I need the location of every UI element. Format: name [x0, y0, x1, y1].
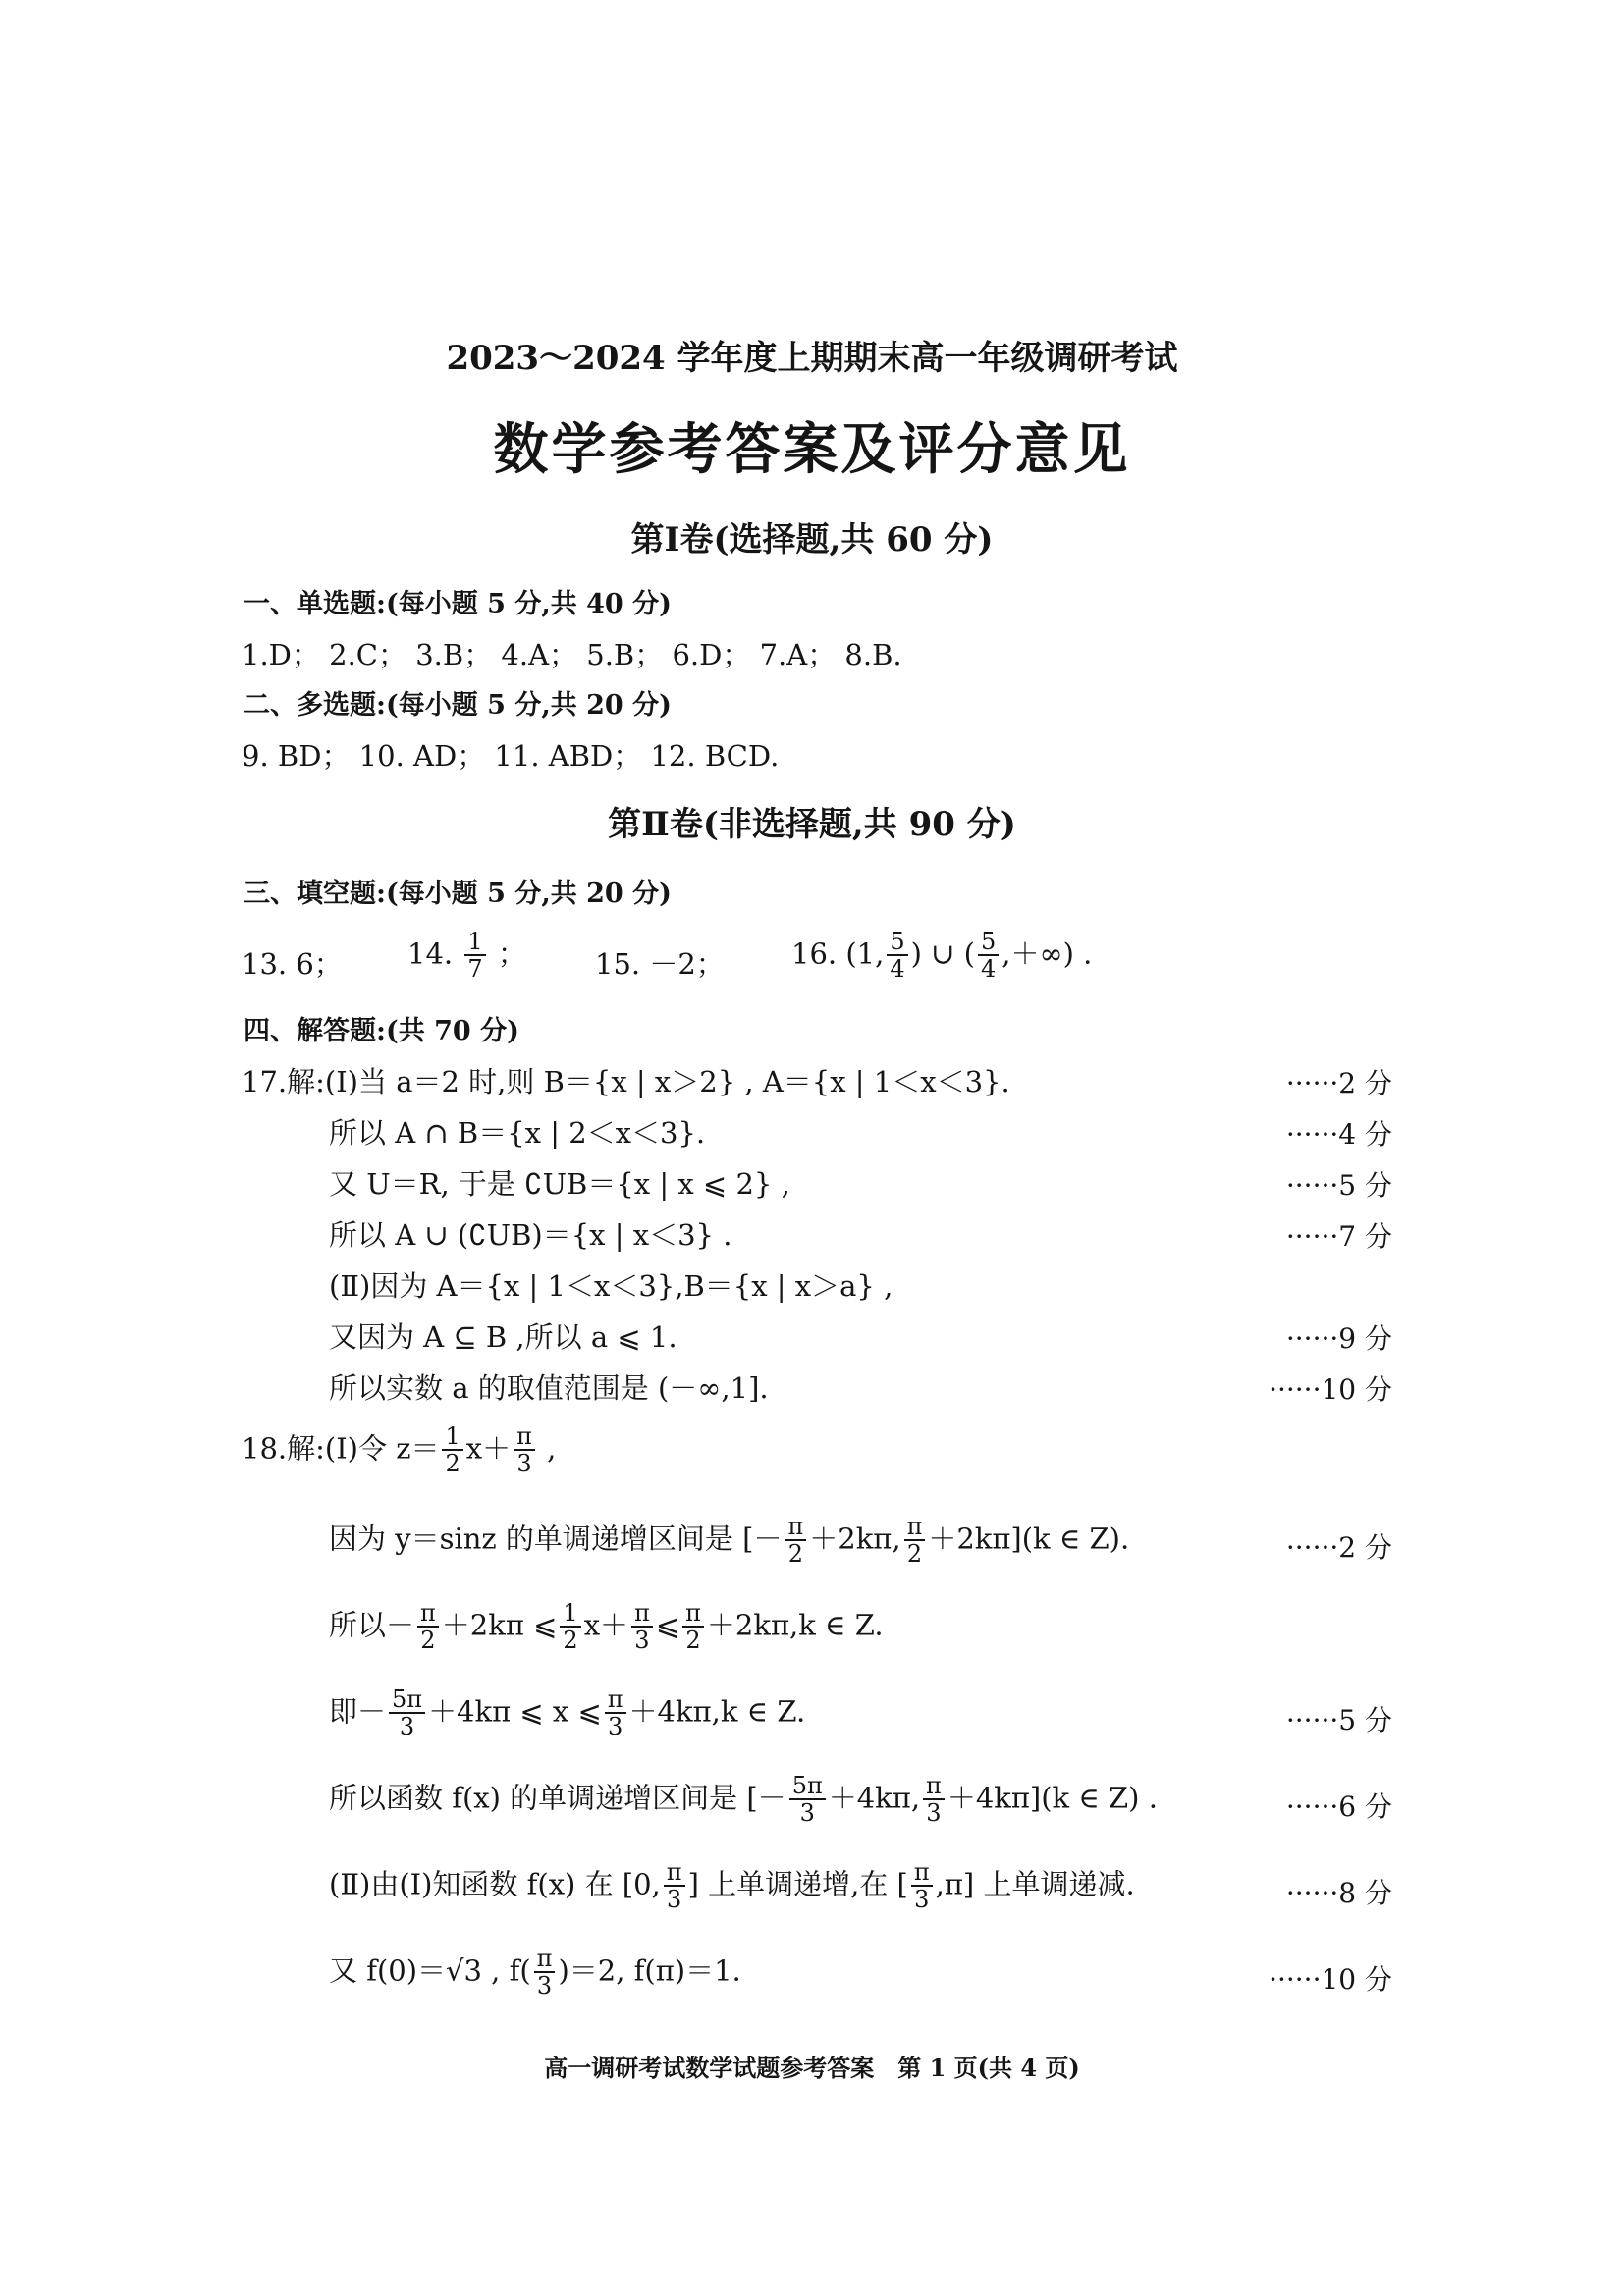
q18-score-6: ······8 分 — [1285, 1877, 1392, 1909]
fraction-denominator: 3 — [664, 1885, 685, 1912]
q18-line-5 — [329, 1773, 1158, 1827]
fraction-numerator: π — [516, 1422, 532, 1450]
fraction — [911, 1859, 933, 1913]
q17-line-2: 所以 A ∩ B＝{x | 2＜x＜3}. — [329, 1116, 706, 1149]
fraction-numerator: π — [906, 1513, 923, 1540]
fraction — [417, 1600, 439, 1654]
fraction — [560, 1600, 580, 1654]
section1-answers: 1.D； 2.C； 3.B； 4.A； 5.B； 6.D； 7.A； 8.B. — [242, 638, 902, 671]
section4-title: 四、解答题:(共 70 分) — [244, 1016, 519, 1046]
q18-l3-d: ⩽ — [655, 1608, 680, 1642]
q17-line-1: 17.解:(Ⅰ)当 a＝2 时,则 B＝{x | x＞2} , A＝{x | 1＜x＜3}. — [242, 1065, 1010, 1098]
document-title: 数学参考答案及评分意见 — [493, 417, 1131, 482]
fraction — [887, 929, 907, 983]
fraction-denominator: 3 — [389, 1712, 425, 1739]
fraction-denominator: 2 — [904, 1539, 926, 1567]
q18-l1-suffix: , — [537, 1431, 557, 1466]
fraction-numerator: π — [607, 1685, 623, 1713]
section1-title: 一、单选题:(每小题 5 分,共 40 分) — [244, 589, 672, 619]
fill-answer-16 — [791, 929, 1092, 983]
q17-score-4: ······7 分 — [1285, 1220, 1392, 1253]
fraction-denominator: 3 — [789, 1798, 826, 1826]
fraction — [442, 1423, 462, 1477]
page-footer: 高一调研考试数学试题参考答案 第 1 页(共 4 页) — [544, 2054, 1080, 2082]
fraction-numerator: π — [787, 1513, 804, 1540]
fraction-numerator: π — [420, 1599, 436, 1627]
q18-line-4 — [329, 1686, 805, 1740]
fraction-numerator: 1 — [563, 1599, 578, 1627]
q18-line-7 — [329, 1946, 741, 2000]
fraction-denominator: 2 — [682, 1626, 704, 1653]
fraction — [534, 1946, 556, 2000]
fraction-denominator: 3 — [631, 1626, 653, 1653]
q18-score-2: ······2 分 — [1285, 1531, 1392, 1564]
fraction-numerator: π — [536, 1945, 553, 1972]
q18-line-3 — [329, 1600, 884, 1654]
q17-line-7: 所以实数 a 的取值范围是 (－∞,1]. — [329, 1371, 769, 1405]
q17-score-7: ······10 分 — [1269, 1373, 1392, 1406]
fraction-denominator: 4 — [887, 954, 907, 982]
fraction-numerator: 5 — [890, 928, 905, 955]
fill-16-mid: ) ∪ ( — [910, 936, 975, 971]
fraction — [389, 1686, 425, 1740]
fill-16-prefix: 16. (1, — [791, 936, 885, 971]
fraction-denominator: 3 — [911, 1885, 933, 1912]
fraction-denominator: 7 — [464, 954, 485, 982]
fraction-numerator: π — [926, 1772, 942, 1799]
q17-line-5: (Ⅱ)因为 A＝{x | 1＜x＜3},B＝{x | x＞a} , — [329, 1269, 893, 1303]
q18-l6-b: ] 上单调递增,在 [ — [687, 1867, 908, 1901]
q18-l4-a: 即－ — [329, 1694, 387, 1729]
fraction — [631, 1600, 653, 1654]
fraction — [664, 1859, 685, 1913]
fill-answer-15: 15. －2； — [595, 947, 725, 981]
fraction-denominator: 2 — [560, 1626, 580, 1653]
q17-score-1: ······2 分 — [1285, 1067, 1392, 1099]
q18-l3-c: x＋ — [583, 1608, 629, 1642]
section3-title: 三、填空题:(每小题 5 分,共 20 分) — [244, 879, 672, 909]
q18-score-4: ······5 分 — [1285, 1704, 1392, 1736]
fraction — [785, 1514, 806, 1568]
fraction — [464, 929, 485, 983]
fraction-denominator: 3 — [923, 1798, 945, 1826]
q18-score-5: ······6 分 — [1285, 1790, 1392, 1823]
section2-title: 二、多选题:(每小题 5 分,共 20 分) — [244, 690, 672, 721]
q17-line-4: 所以 A ∪ (∁UB)＝{x | x＜3} . — [329, 1218, 732, 1252]
q17-line-3: 又 U＝R, 于是 ∁UB＝{x | x ⩽ 2} , — [329, 1167, 790, 1201]
q18-line-2 — [329, 1514, 1129, 1568]
fraction-numerator: π — [685, 1599, 701, 1627]
q17-line-6: 又因为 A ⊆ B ,所以 a ⩽ 1. — [329, 1320, 677, 1354]
fraction — [682, 1600, 704, 1654]
fraction — [605, 1686, 626, 1740]
fraction-denominator: 2 — [417, 1626, 439, 1653]
fraction-numerator: π — [666, 1858, 682, 1886]
fill-16-suffix: ,＋∞) . — [1001, 936, 1093, 971]
fraction — [514, 1423, 535, 1477]
fill-answer-14 — [407, 929, 526, 983]
q18-l7-a: 又 f(0)＝√3 , f( — [329, 1953, 531, 1988]
fraction-denominator: 2 — [442, 1449, 462, 1476]
fill-14-suffix: ； — [497, 936, 526, 971]
fraction-numerator: 5 — [980, 928, 997, 955]
part2-title: 第Ⅱ卷(非选择题,共 90 分) — [608, 805, 1016, 844]
q18-l3-b: ＋2kπ ⩽ — [441, 1608, 558, 1642]
fraction-numerator: 5π — [791, 1772, 823, 1799]
q18-l6-c: ,π] 上单调递减. — [935, 1867, 1135, 1901]
fraction-denominator: 3 — [534, 1971, 556, 1999]
q18-l2-a: 因为 y＝sinz 的单调递增区间是 [－ — [329, 1522, 783, 1556]
part1-title: 第Ⅰ卷(选择题,共 60 分) — [630, 520, 994, 560]
q18-l4-b: ＋4kπ ⩽ x ⩽ — [428, 1694, 602, 1729]
q18-line-1 — [242, 1423, 556, 1477]
q18-l7-b: )＝2, f(π)＝1. — [558, 1953, 741, 1988]
q17-score-6: ······9 分 — [1285, 1322, 1392, 1355]
fraction — [789, 1773, 826, 1827]
section2-answers: 9. BD； 10. AD； 11. ABD； 12. BCD. — [242, 739, 780, 773]
fraction-denominator: 3 — [514, 1449, 535, 1476]
fraction-numerator: π — [913, 1858, 930, 1886]
q18-l5-a: 所以函数 f(x) 的单调递增区间是 [－ — [329, 1781, 786, 1815]
q18-l3-a: 所以－ — [329, 1608, 415, 1642]
q18-line-6 — [329, 1859, 1135, 1913]
exam-title: 2023～2024 学年度上期期末高一年级调研考试 — [446, 339, 1178, 378]
fraction-numerator: π — [634, 1599, 650, 1627]
q18-l2-c: ＋2kπ](k ∈ Z). — [928, 1522, 1130, 1556]
fraction-numerator: 1 — [445, 1422, 460, 1450]
q18-l5-c: ＋4kπ](k ∈ Z) . — [947, 1781, 1158, 1815]
fraction-denominator: 2 — [785, 1539, 806, 1567]
q18-score-7: ······10 分 — [1269, 1963, 1392, 1996]
q18-l1-prefix: 18.解:(Ⅰ)令 z＝ — [242, 1431, 440, 1466]
fraction-denominator: 3 — [605, 1712, 626, 1739]
q18-l1-mid: x＋ — [465, 1431, 512, 1466]
fraction — [978, 929, 999, 983]
fraction-numerator: 5π — [392, 1685, 423, 1713]
q18-l3-e: ＋2kπ,k ∈ Z. — [706, 1608, 884, 1642]
q17-score-2: ······4 分 — [1285, 1118, 1392, 1150]
fraction — [904, 1514, 926, 1568]
q18-l6-a: (Ⅱ)由(Ⅰ)知函数 f(x) 在 [0, — [329, 1867, 661, 1901]
q18-l4-c: ＋4kπ,k ∈ Z. — [628, 1694, 806, 1729]
fraction — [923, 1773, 945, 1827]
fill-answer-13: 13. 6； — [242, 947, 343, 981]
fill-14-prefix: 14. — [407, 936, 454, 971]
fraction-denominator: 4 — [978, 954, 999, 982]
q18-l5-b: ＋4kπ, — [828, 1781, 921, 1815]
fraction-numerator: 1 — [467, 928, 483, 955]
q18-l2-b: ＋2kπ, — [809, 1522, 901, 1556]
q17-score-3: ······5 分 — [1285, 1169, 1392, 1201]
